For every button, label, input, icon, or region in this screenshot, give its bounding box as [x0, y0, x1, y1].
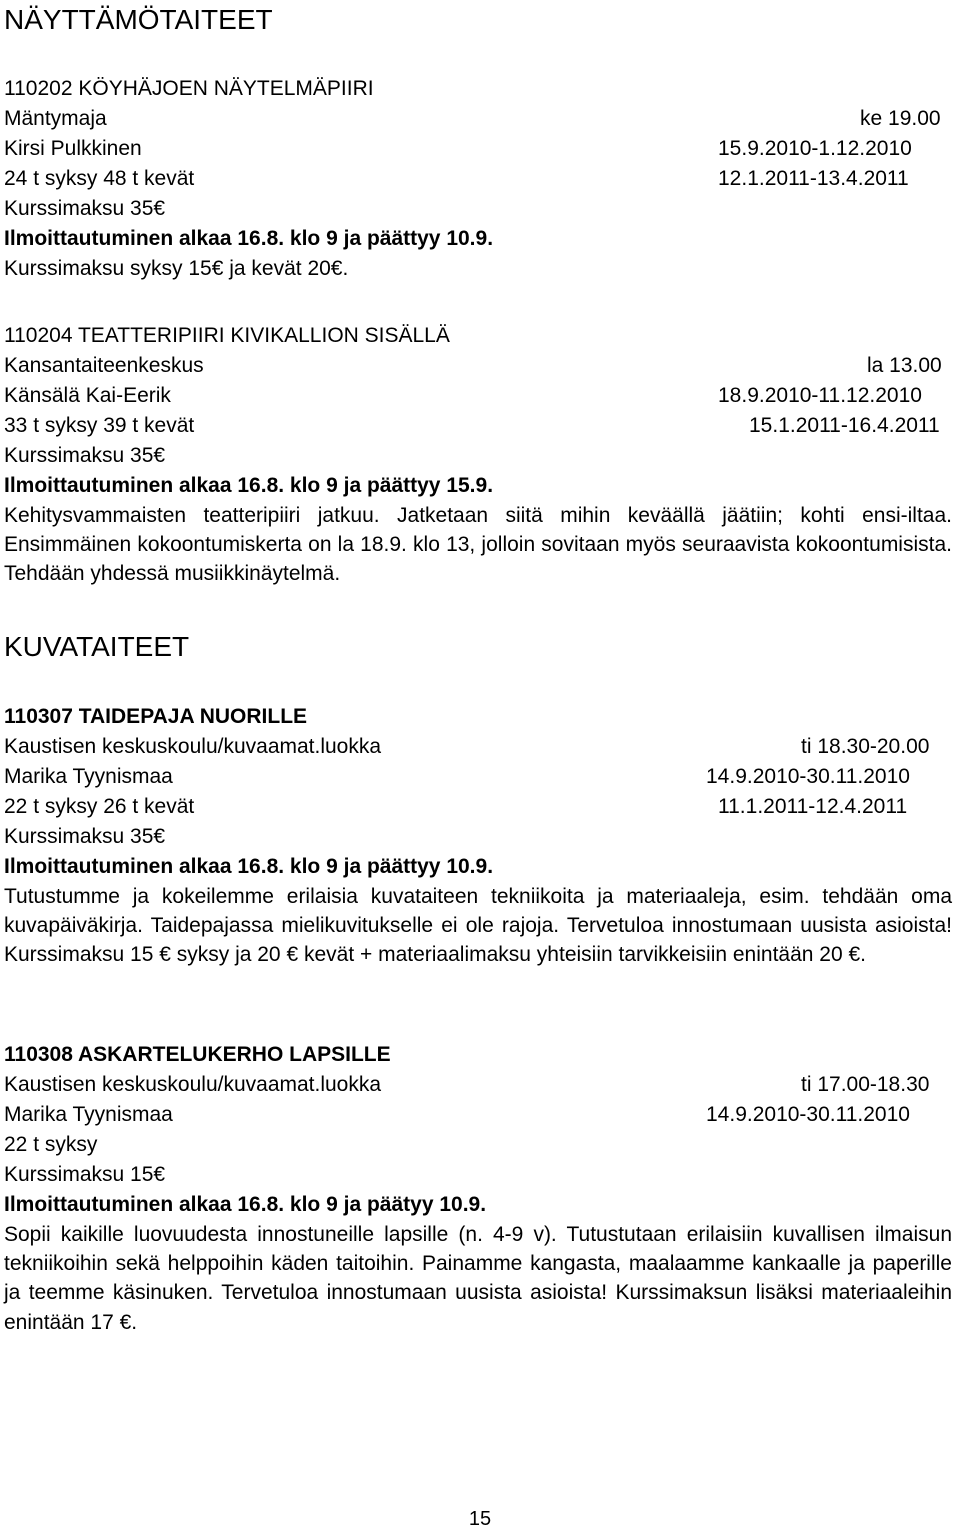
- course-row-teacher: Marika Tyynismaa 14.9.2010-30.11.2010: [4, 1103, 910, 1126]
- course-row-hours: 24 t syksy 48 t kevät 12.1.2011-13.4.2011: [4, 167, 909, 190]
- course-row-fee: Kurssimaksu 35€: [4, 444, 166, 467]
- course-row-location: Mäntymaja ke 19.00: [4, 107, 941, 130]
- course-registration: Ilmoittautuminen alkaa 16.8. klo 9 ja päättyy 10.9.: [4, 227, 494, 250]
- course-row-hours: 22 t syksy: [4, 1133, 98, 1156]
- course-description: Tutustumme ja kokeilemme erilaisia kuvataiteen tekniikoita ja materiaaleja, esim. tehdään oma kuvapäiväkirja. Taidepajassa mielikuvitukselle ei ole rajoja. Tervetuloa innostumaan uusista asioista! Kurssimaksu 15 € syksy ja 20 € kevät + materiaalimaksu yhteisiin tarvikkeisiin enintään 20 €.: [4, 885, 952, 967]
- course-title: 110202 KÖYHÄJOEN NÄYTELMÄPIIRI: [4, 77, 374, 100]
- course-row-fee: Kurssimaksu 15€: [4, 1163, 166, 1186]
- course-description: Kurssimaksu syksy 15€ ja kevät 20€.: [4, 257, 349, 280]
- course-row-teacher: Kirsi Pulkkinen 15.9.2010-1.12.2010: [4, 137, 912, 160]
- course-title: 110307 TAIDEPAJA NUORILLE: [4, 705, 308, 728]
- course-registration: Ilmoittautuminen alkaa 16.8. klo 9 ja päätyy 10.9.: [4, 1193, 487, 1216]
- section-heading-kuvataiteet: KUVATAITEET: [4, 631, 190, 662]
- section-heading-nayttamotaiteet: NÄYTTÄMÖTAITEET: [4, 4, 273, 35]
- course-row-teacher: Marika Tyynismaa 14.9.2010-30.11.2010: [4, 765, 910, 788]
- course-row-teacher: Känsälä Kai-Eerik 18.9.2010-11.12.2010: [4, 384, 922, 407]
- course-description: Kehitysvammaisten teatteripiiri jatkuu. Jatketaan siitä mihin keväällä jäätiin; kohti ensi-iltaa. Ensimmäinen kokoontumiskerta on la 18.9. klo 13, jolloin sovitaan myös seuraavista kokoontumisista. Tehdään yhdessä musiikkinäytelmä.: [4, 504, 952, 586]
- course-row-location: Kansantaiteenkeskus la 13.00: [4, 354, 942, 377]
- course-row-location: Kaustisen keskuskoulu/kuvaamat.luokka ti 18.30-20.00: [4, 735, 930, 758]
- page-number: 15: [468, 1508, 492, 1530]
- course-registration: Ilmoittautuminen alkaa 16.8. klo 9 ja päättyy 15.9.: [4, 474, 494, 497]
- course-row-hours: 33 t syksy 39 t kevät 15.1.2011-16.4.2011: [4, 414, 940, 437]
- course-title: 110204 TEATTERIPIIRI KIVIKALLION SISÄLLÄ: [4, 324, 450, 347]
- course-title: 110308 ASKARTELUKERHO LAPSILLE: [4, 1043, 391, 1066]
- course-row-hours: 22 t syksy 26 t kevät 11.1.2011-12.4.2011: [4, 795, 908, 818]
- course-row-fee: Kurssimaksu 35€: [4, 197, 166, 220]
- course-row-location: Kaustisen keskuskoulu/kuvaamat.luokka ti 17.00-18.30: [4, 1073, 930, 1096]
- course-row-fee: Kurssimaksu 35€: [4, 825, 166, 848]
- course-registration: Ilmoittautuminen alkaa 16.8. klo 9 ja päättyy 10.9.: [4, 855, 494, 878]
- course-description: Sopii kaikille luovuudesta innostuneille lapsille (n. 4-9 v). Tutustutaan erilaisiin kuvallisen ilmaisun tekniikoihin sekä helppoihin käden taitoihin. Painamme kangasta, maalaamme kankaalle ja paperille ja teemme käsinuken. Tervetuloa innostumaan uusista asioista! Kurssimaksun lisäksi materiaaleihin enintään 17 €.: [4, 1223, 952, 1334]
